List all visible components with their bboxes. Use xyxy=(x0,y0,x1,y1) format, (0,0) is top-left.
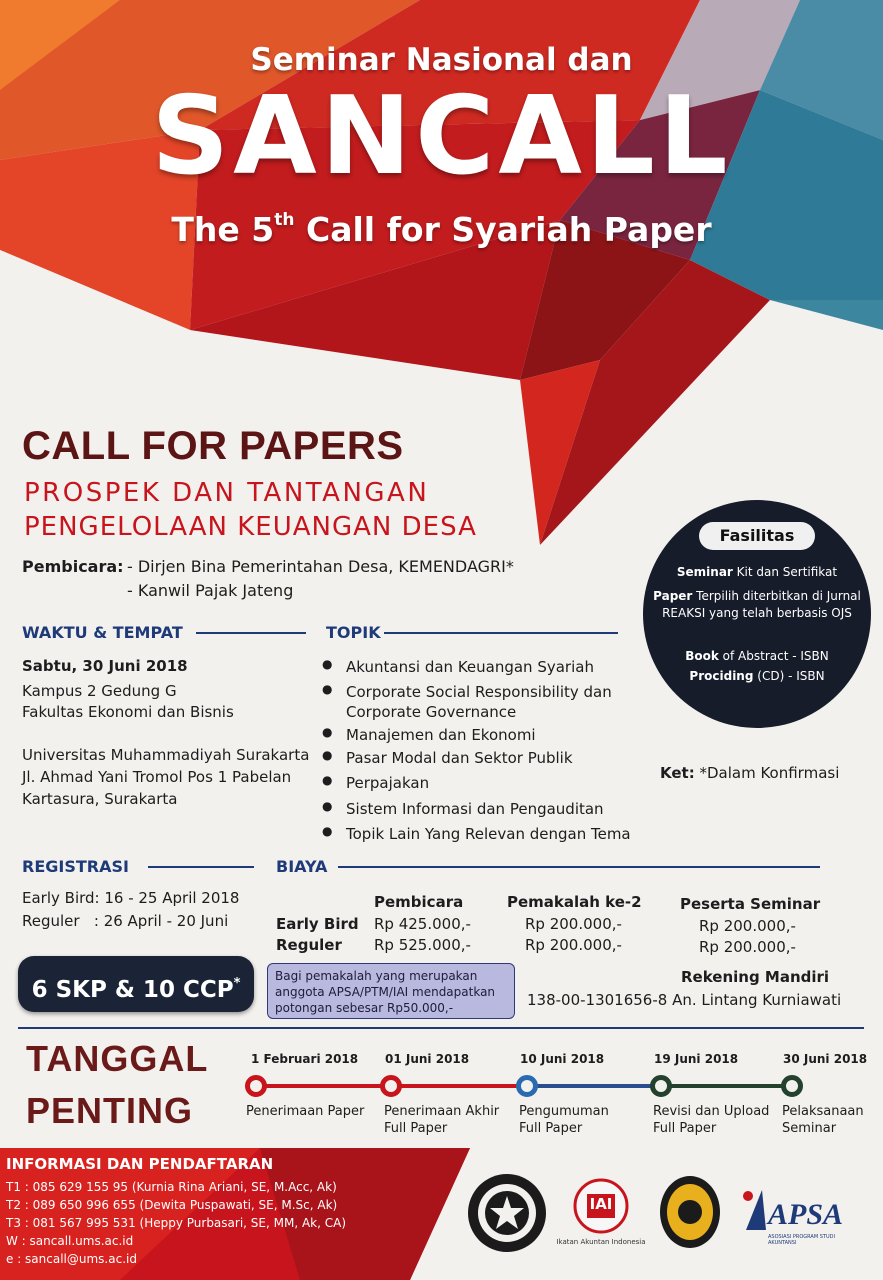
timeline-desc-line: Full Paper xyxy=(519,1121,583,1136)
tagline-rest: Call for Syariah Paper xyxy=(294,210,712,249)
discount-line: Bagi pemakalah yang merupakan xyxy=(275,969,478,983)
facility-label: Paper xyxy=(653,589,693,603)
apsa-caption: ASOSIASI PROGRAM STUDI AKUNTANSI xyxy=(768,1234,835,1246)
topic-text: Corporate Governance xyxy=(346,703,517,721)
apsa-emblem xyxy=(740,1186,770,1230)
speakers-label: Pembicara: xyxy=(22,557,124,576)
facility-item-seminar-kit xyxy=(653,564,861,581)
timeline-description xyxy=(246,1103,364,1120)
discount-line: anggota APSA/PTM/IAI mendapatkan xyxy=(275,985,496,999)
venue-line: Jl. Ahmad Yani Tromol Pos 1 Pabelan xyxy=(22,768,292,786)
important-dates-heading-line1: TANGGAL xyxy=(26,1038,209,1079)
note-text: *Dalam Konfirmasi xyxy=(694,764,840,782)
speaker-2: - Kanwil Pajak Jateng xyxy=(127,581,294,600)
theme-line-2: PENGELOLAAN KEUANGAN DESA xyxy=(24,512,477,542)
info-heading: INFORMASI DAN PENDAFTARAN xyxy=(6,1155,274,1173)
fee-column-header: Peserta Seminar xyxy=(680,895,821,913)
facility-item-book xyxy=(653,648,861,665)
timeline-desc-line: Penerimaan Paper xyxy=(246,1104,365,1119)
timeline-dot xyxy=(650,1075,672,1097)
facility-item-proceeding xyxy=(653,668,861,685)
section-rule xyxy=(338,866,820,868)
timeline-description xyxy=(384,1103,499,1137)
fee-row-label: Early Bird xyxy=(276,915,359,933)
timeline-segment xyxy=(656,1084,792,1088)
theme-line-1: PROSPEK DAN TANTANGAN xyxy=(24,478,430,508)
timeline-description xyxy=(519,1103,609,1137)
section-rule xyxy=(384,632,618,634)
fee-column-header: Pemakalah ke-2 xyxy=(507,893,642,911)
contact-website[interactable]: W : sancall.ums.ac.id xyxy=(6,1234,134,1248)
section-rule xyxy=(196,632,306,634)
topic-text: ● Manajemen dan Ekonomi xyxy=(346,726,536,744)
timeline-desc-line: Revisi dan Upload xyxy=(653,1104,770,1119)
bank-account-heading: Rekening Mandiri xyxy=(681,968,830,986)
venue-line: Kampus 2 Gedung G xyxy=(22,682,177,700)
skp-text: 6 SKP & 10 CCP xyxy=(31,977,234,1003)
fee-value: Rp 200.000,- xyxy=(525,936,622,954)
timeline-description xyxy=(782,1103,864,1137)
registration-regular: Reguler : 26 April - 20 Juni xyxy=(22,912,229,930)
venue-line: Fakultas Ekonomi dan Bisnis xyxy=(22,703,234,721)
timeline-dot xyxy=(516,1075,538,1097)
facility-label: Prociding xyxy=(689,669,754,683)
timeline-desc-line: Full Paper xyxy=(653,1121,717,1136)
timeline-description xyxy=(653,1103,769,1137)
section-rule xyxy=(148,866,254,868)
topic-item xyxy=(322,657,594,677)
venue-line: Universitas Muhammadiyah Surakarta xyxy=(22,746,310,764)
skp-ccp-badge xyxy=(18,956,254,1012)
topic-text: ● Pasar Modal dan Sektor Publik xyxy=(346,749,573,767)
facility-text: Terpilih diterbitkan di Jurnal REAKSI yang telah berbasis OJS xyxy=(662,589,861,620)
timeline-desc-line: Seminar xyxy=(782,1121,837,1136)
event-title: SANCALL xyxy=(151,74,732,199)
iai-mark: IAI xyxy=(589,1195,613,1213)
timeline-date: 30 Juni 2018 xyxy=(783,1052,868,1066)
note xyxy=(660,763,839,783)
contact-phone-1: T1 : 085 629 155 95 (Kurnia Rina Ariani, SE, M.Acc, Ak) xyxy=(6,1180,337,1194)
discount-line: potongan sebesar Rp50.000,- xyxy=(275,1001,454,1015)
topic-item xyxy=(322,773,429,793)
registration-early-bird: Early Bird: 16 - 25 April 2018 xyxy=(22,889,240,907)
timeline-dot xyxy=(781,1075,803,1097)
speaker-1: - Dirjen Bina Pemerintahan Desa, KEMENDAGRI* xyxy=(127,557,514,576)
timeline-date: 10 Juni 2018 xyxy=(520,1052,605,1066)
timeline-desc-line: Pelaksanaan xyxy=(782,1104,864,1119)
timeline-desc-line: Penerimaan Akhir xyxy=(384,1104,500,1119)
facility-text: Kit dan Sertifikat xyxy=(732,565,838,579)
apsa-logo xyxy=(740,1186,862,1246)
event-subtitle: Seminar Nasional dan xyxy=(250,42,633,78)
section-heading-waktu-tempat: WAKTU & TEMPAT xyxy=(22,623,183,642)
timeline-date: 01 Juni 2018 xyxy=(385,1052,470,1066)
university-shield-logo xyxy=(658,1174,722,1250)
fee-column-header: Pembicara xyxy=(374,893,464,911)
note-label: Ket: xyxy=(660,764,695,782)
iai-caption: Ikatan Akuntan Indonesia xyxy=(556,1238,646,1246)
section-heading-topik: TOPIK xyxy=(326,623,381,642)
fee-value: Rp 200.000,- xyxy=(699,917,796,935)
important-dates-heading-line2: PENTING xyxy=(26,1090,194,1131)
ums-seal-logo xyxy=(466,1172,548,1254)
topic-item xyxy=(322,725,536,745)
topic-text: ● Sistem Informasi dan Pengauditan xyxy=(346,800,604,818)
timeline-date: 1 Februari 2018 xyxy=(251,1052,359,1066)
topic-text: ● Corporate Social Responsibility dan xyxy=(346,683,612,701)
topic-item xyxy=(322,748,573,768)
fee-value: Rp 200.000,- xyxy=(699,938,796,956)
facility-text: of Abstract - ISBN xyxy=(718,649,829,663)
fee-row-label: Reguler xyxy=(276,936,342,954)
discount-notice xyxy=(267,963,515,1019)
topic-text: ● Perpajakan xyxy=(346,774,430,792)
topic-text: ● Topik Lain Yang Relevan dengan Tema xyxy=(346,825,631,843)
timeline-date: 19 Juni 2018 xyxy=(654,1052,739,1066)
topic-item xyxy=(322,682,612,722)
fee-value: Rp 525.000,- xyxy=(374,936,471,954)
section-heading-registrasi: REGISTRASI xyxy=(22,857,129,876)
event-date: Sabtu, 30 Juni 2018 xyxy=(22,657,188,675)
contact-email[interactable]: e : sancall@ums.ac.id xyxy=(6,1252,137,1266)
tagline-ordinal: The 5 xyxy=(171,210,275,249)
topic-item xyxy=(322,799,604,819)
event-tagline xyxy=(0,210,883,249)
timeline-desc-line: Pengumuman xyxy=(519,1104,609,1119)
fee-value: Rp 425.000,- xyxy=(374,915,471,933)
timeline-dot xyxy=(245,1075,267,1097)
facility-text: (CD) - ISBN xyxy=(753,669,825,683)
timeline-segment xyxy=(522,1084,656,1088)
topic-item xyxy=(322,824,631,844)
apsa-mark: APSA xyxy=(768,1198,844,1231)
contact-phone-2: T2 : 089 650 996 655 (Dewita Puspawati, SE, M.Sc, Ak) xyxy=(6,1198,338,1212)
facilities-badge: Fasilitas xyxy=(699,522,815,550)
facility-label: Seminar xyxy=(676,565,733,579)
facility-label: Book xyxy=(685,649,719,663)
timeline-desc-line: Full Paper xyxy=(384,1121,448,1136)
iai-logo xyxy=(555,1178,647,1268)
tagline-superscript: th xyxy=(274,210,295,230)
skp-mark: * xyxy=(233,976,241,991)
venue-line: Kartasura, Surakarta xyxy=(22,790,178,808)
call-for-papers-heading: CALL FOR PAPERS xyxy=(22,424,404,468)
section-heading-biaya: BIAYA xyxy=(276,857,328,876)
facility-item-paper xyxy=(653,588,861,622)
facilities-circle xyxy=(643,500,871,728)
bank-account-detail: 138-00-1301656-8 An. Lintang Kurniawati xyxy=(527,991,842,1009)
contact-phone-3: T3 : 081 567 995 531 (Heppy Purbasari, SE, MM, Ak, CA) xyxy=(6,1216,347,1230)
timeline-dot xyxy=(380,1075,402,1097)
topic-text: ● Akuntansi dan Keuangan Syariah xyxy=(346,658,594,676)
fee-value: Rp 200.000,- xyxy=(525,915,622,933)
section-divider xyxy=(18,1027,864,1029)
